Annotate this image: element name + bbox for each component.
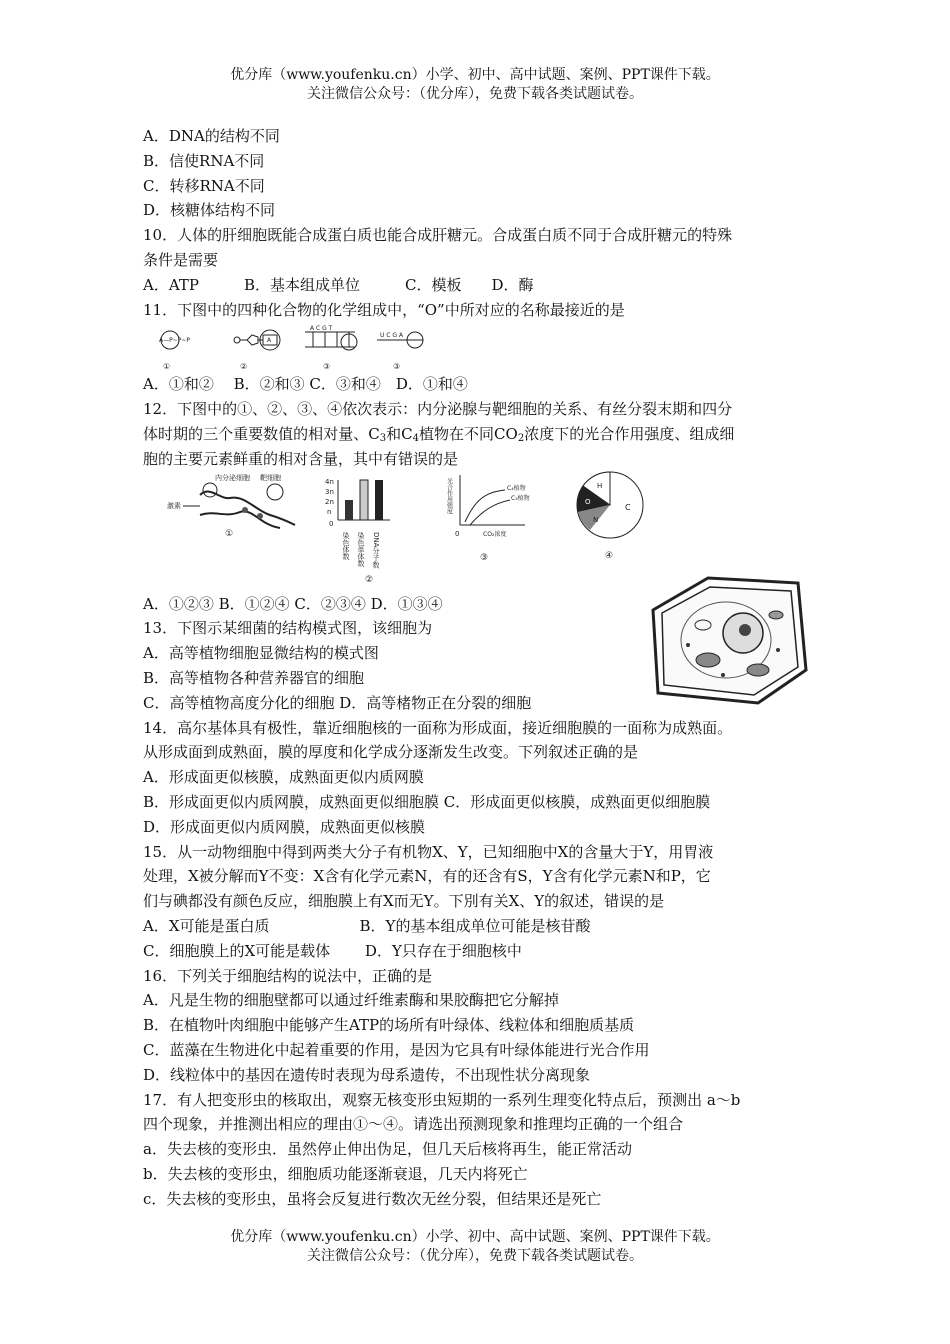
q12-options: A．①②③ B．①②④ C．②③④ D．①③④ (143, 594, 443, 613)
label-gland-cell: 内分泌细胞 (215, 474, 250, 482)
compound-4-rna (377, 332, 423, 371)
c4-label: C₄植物 (507, 485, 526, 492)
q17-item-c: c．失去核的变形虫，虽将会反复进行数次无丝分裂，但结果还是死亡 (143, 1189, 602, 1208)
q17-stem-1: 17．有人把变形虫的核取出，观察无核变形虫短期的一系列生理变化特点后，预测出 a～b (143, 1090, 741, 1109)
q12-stem-3: 胞的主要元素鲜重的相对含量，其中有错误的是 (143, 449, 459, 468)
cat-chromosome: 染色体数 (342, 532, 350, 560)
label-n: N (593, 516, 599, 524)
q13-option-a: A．高等植物细胞显微结构的模式图 (143, 644, 379, 663)
chloroplast-1 (696, 653, 720, 667)
label-h: H (597, 482, 603, 490)
page-footer (0, 1228, 950, 1266)
q14-option-a: A．形成面更似核膜，成熟面更似内质网膜 (143, 768, 424, 787)
cat-dna: DNA分子数 (372, 532, 380, 569)
figure-num-3: ③ (480, 553, 489, 563)
q17-item-b: b．失去核的变形虫，细胞质功能逐渐衰退，几天内将死亡 (143, 1164, 528, 1183)
bar-chromosome (345, 500, 353, 520)
compound-3-dna (305, 325, 357, 371)
figure-num-1: ① (163, 362, 171, 371)
nucleotide-base: A (267, 337, 272, 344)
q14-stem-1: 14．高尔基体具有极性，靠近细胞核的一面称为形成面，接近细胞膜的一面称为成熟面。 (143, 718, 733, 737)
q14-stem-2: 从形成面到成熟面，膜的厚度和化学成分逐渐发生改变。下列叙述正确的是 (143, 743, 639, 762)
q10-stem-1: 10．人体的肝细胞既能合成蛋白质也能合成肝糖元。合成蛋白质不同于合成肝糖元的特殊 (143, 226, 733, 245)
y-tick-2n: 2n (325, 498, 334, 506)
q13-option-cd: C．高等植物高度分化的细胞 D．高等楮物正在分裂的细胞 (143, 693, 532, 712)
y-axis-label: 光合作用强度 (445, 478, 453, 514)
figure-num-4: ④ (605, 551, 614, 561)
figure-num-1: ① (225, 529, 234, 539)
q10-stem-2: 条件是需要 (143, 250, 219, 269)
label-o: O (585, 498, 591, 506)
mitochondrion (769, 611, 783, 619)
q11-options: A．①和② B．②和③ C．③和④ D．①和④ (143, 375, 468, 394)
q16-stem: 16．下列关于细胞结构的说法中，正确的是 (143, 966, 433, 985)
q11-stem: 11．下图中的四种化合物的化学组成中，“O”中所对应的名称最接近的是 (143, 300, 625, 319)
q11-compounds-figure (155, 325, 435, 373)
fig3-photosynthesis-curve (446, 475, 530, 563)
q13-option-b: B．高等植物各种营养器官的细胞 (143, 668, 365, 687)
q17-item-a: a．失去核的变形虫．虽然停止伸出伪足，但几天后核将再生，能正常活动 (143, 1140, 632, 1159)
figure-num-2: ② (365, 575, 374, 585)
q13-stem: 13．下图示某细菌的结构模式图，该细胞为 (143, 619, 433, 638)
origin-label: 0 (329, 520, 334, 528)
q16-option-c: C．蓝藻在生物进化中起着重要的作用，是因为它具有叶绿体能进行光合作用 (143, 1040, 650, 1059)
q15-stem-1: 15．从一动物细胞中得到两类大分子有机物Ⅹ、Y，已知细胞中X的含量大于Y，用胃液 (143, 842, 714, 861)
q16-option-d: D．线粒体中的基因在遗传时表现为母系遗传，不出现性状分离现象 (143, 1065, 591, 1084)
label-hormone: 激素 (167, 502, 181, 510)
atp-label: A—P~P~P (159, 337, 191, 344)
c4-curve (465, 490, 505, 522)
q16-option-b: B．在植物叶肉细胞中能够产生ATP的场所有叶绿体、线粒体和细胞质基质 (143, 1016, 635, 1035)
q15-stem-2: 处理，X被分解而Y不变：Ⅹ含有化学元素N，有的还含有S，Y含有化学元素N和P，它 (143, 867, 711, 886)
header-line-2: 关注微信公众号：（优分库），免费下载各类试题试卷。 (307, 86, 643, 102)
cat-chromatid: 染色单体数 (357, 532, 365, 567)
bar-dna (375, 480, 383, 520)
q16-option-a: A．凡是生物的细胞壁都可以通过纤维素酶和果胶酶把它分解掉 (143, 991, 559, 1010)
nucleolus (739, 624, 751, 636)
q10-options: A．ATP B．基本组成单位 C．模板 D．酶 (143, 275, 534, 294)
label-target-cell: 靶细胞 (260, 474, 281, 482)
rna-bases: U C G A (380, 332, 404, 339)
footer-line-1: 优分库（www.youfenku.cn）小学、初中、高中试题、案例、PPT课件下载。 (230, 1229, 720, 1245)
q12-stem-1: 12．下图中的①、②、③、④依次表示：内分泌腺与靶细胞的关系、有丝分裂末期和四分 (143, 400, 733, 419)
q14-option-d: D．形成面更似内质网膜，成熟面更似核膜 (143, 817, 426, 836)
figure-num-4: ③ (393, 362, 401, 371)
q15-stem-3: 们与碘都没有颜色反应，细胞膜上有X而无Y。下別有关X、Y的叙述，错误的是 (143, 892, 665, 911)
q15-option-ab: A．X可能是蛋白质 B．Y的基本组成单位可能是核苷酸 (143, 916, 591, 935)
q17-stem-2: 四个现象，并推测出相应的理由①～④。请选出预测现象和推理均正确的一个组合 (143, 1115, 684, 1134)
fig4-pie-chart (577, 472, 643, 561)
q12-stem-2: 体时期的三个重要数值的相对量、$C_3$和$C_4$植物在不同$CO_2$浓度下的光合作用强度、组成细 (143, 424, 735, 444)
q13-plant-cell-figure (648, 575, 810, 705)
footer-line-2: 关注微信公众号：（优分库），免费下载各类试题试卷。 (307, 1248, 643, 1264)
header-line-1: 优分库（www.youfenku.cn）小学、初中、高中试题、案例、PPT课件下载。 (230, 67, 720, 83)
y-tick-n: n (327, 508, 332, 516)
y-tick-3n: 3n (325, 488, 334, 496)
q9-option-a: A．DNA的结构不同 (143, 127, 280, 145)
c3-label: C₃植物 (511, 495, 530, 502)
q15-option-cd: C．细胞膜上的X可能是载体 D．Y只存在于细胞核中 (143, 941, 522, 960)
q9-option-d: D．核糖体结构不同 (143, 201, 276, 220)
compound-2-nucleotide (234, 330, 280, 371)
label-c: C (625, 503, 631, 512)
page-header (0, 66, 950, 104)
dna-bases: A C G T (310, 325, 333, 332)
figure-num-3: ③ (323, 362, 331, 371)
figure-num-2: ② (240, 362, 248, 371)
q9-option-c: C．转移RNA不同 (143, 176, 265, 195)
x-axis-label: CO₂浓度 (483, 531, 507, 538)
bar-chromatid (360, 480, 368, 520)
y-tick-4n: 4n (325, 478, 334, 486)
fig1-gland-target (167, 473, 295, 539)
fig2-bar-chart (325, 478, 390, 585)
q14-option-bc: B．形成面更似内质网膜，成熟面更似细胞膜 C．形成面更似核膜，成熟面更似细胞膜 (143, 792, 711, 811)
compound-1-atp (159, 331, 190, 371)
q12-figures (165, 470, 665, 588)
q9-option-b: B．信使RNA不同 (143, 151, 265, 170)
chloroplast-2 (747, 664, 769, 676)
origin-label: 0 (455, 530, 460, 538)
